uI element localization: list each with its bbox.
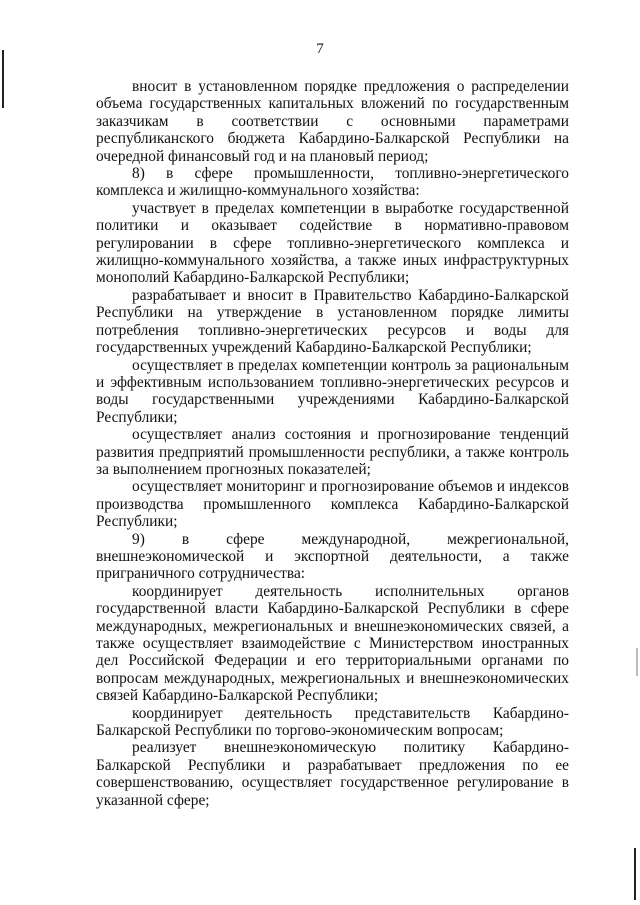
- scan-margin-mark: [636, 648, 638, 676]
- paragraph: участвует в пределах компетенции в выработке государственной политики и оказывает содействие в нормативно-правовом регулировании в сфере топливно-энергетического комплекса и жилищно-коммунального хозяйства, а также иных инфраструктурных монополий Кабардино-Балкарской Республики;: [96, 199, 569, 287]
- page-number: 7: [316, 41, 324, 57]
- paragraph: осуществляет мониторинг и прогнозирование объемов и индексов производства промышленного комплекса Кабардино-Балкарской Республики;: [96, 478, 569, 531]
- paragraph: координирует деятельность исполнительных органов государственной власти Кабардино-Балкарской Республики в сфере международных, межрегиональных и внешнеэкономических связей, а также осуществляет взаимодействие с Министерством иностранных дел Российской Федерации и его территориальными органами по вопросам международных, межрегиональных и внешнеэкономических связей Кабардино-Балкарской Республики;: [96, 582, 569, 705]
- paragraph: разрабатывает и вносит в Правительство Кабардино-Балкарской Республики на утверждение в установленном порядке лимиты потребления топливно-энергетических ресурсов и воды для государственных учреждений Кабардино-Балкарской Республики;: [96, 286, 569, 357]
- scan-margin-mark: [2, 50, 4, 108]
- paragraph: реализует внешнеэкономическую политику Кабардино-Балкарской Республики и разрабатывает предложения по ее совершенствованию, осуществляет государственное регулирование в указанной сфере;: [96, 739, 569, 809]
- paragraph: координирует деятельность представительств Кабардино-Балкарской Республики по торгово-экономическим вопросам;: [96, 704, 569, 740]
- scan-margin-mark: [634, 848, 636, 900]
- paragraph: 8) в сфере промышленности, топливно-энергетического комплекса и жилищно-коммунального хозяйства:: [96, 165, 569, 200]
- paragraph: осуществляет анализ состояния и прогнозирование тенденций развития предприятий промышленности республики, а также контроль за выполнением прогнозных показателей;: [96, 426, 569, 478]
- paragraph: осуществляет в пределах компетенции контроль за рациональным и эффективным использованием топливно-энергетических ресурсов и воды государственными учреждениями Кабардино-Балкарской Республики;: [96, 356, 569, 426]
- paragraph: 9) в сфере международной, межрегиональной, внешнеэкономической и экспортной деятельности, а также приграничного сотрудничества:: [96, 530, 569, 583]
- paragraph: вносит в установленном порядке предложения о распределении объема государственных капитальных вложений по государственным заказчикам в соответствии с основными параметрами республиканского бюджета Кабардино-Балкарской Республики на очередной финансовый год и на плановый период;: [96, 78, 569, 165]
- document-body: [96, 78, 569, 809]
